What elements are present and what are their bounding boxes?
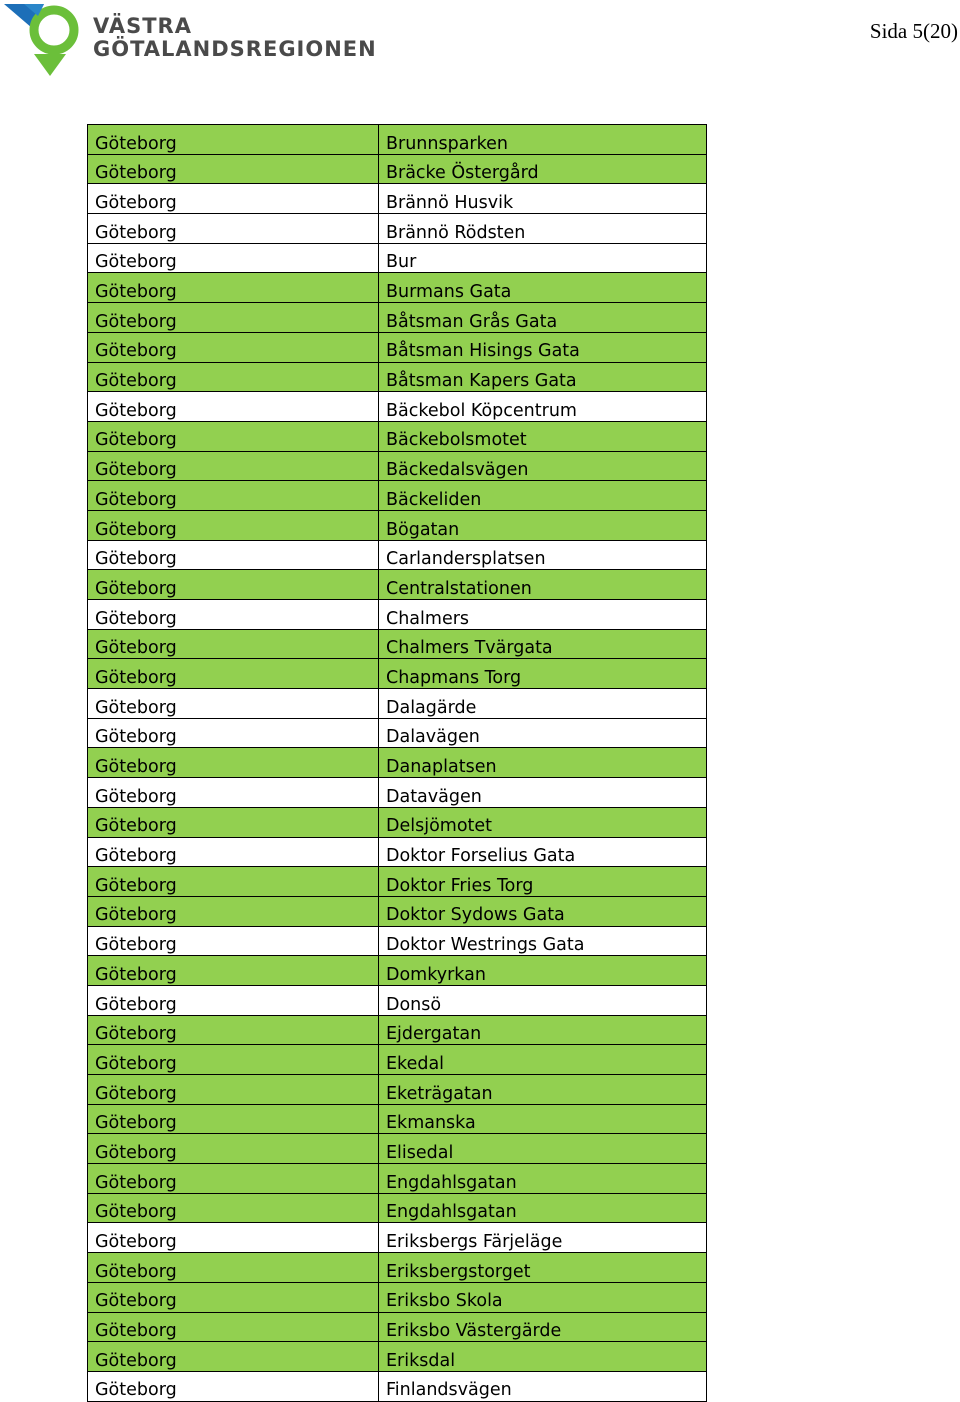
table-row [88, 718, 707, 748]
stop-name-cell: Ekedal [379, 1045, 707, 1075]
table-row [88, 451, 707, 481]
table-row [88, 1075, 707, 1105]
municipality-cell: Göteborg [88, 184, 379, 214]
table-row [88, 926, 707, 956]
table-row [88, 689, 707, 719]
municipality-cell: Göteborg [88, 600, 379, 630]
stop-name-cell: Finlandsvägen [379, 1371, 707, 1401]
stop-name-cell: Engdahlsgatan [379, 1164, 707, 1194]
stop-name-cell: Eriksbo Skola [379, 1282, 707, 1312]
stop-name-cell: Eriksdal [379, 1342, 707, 1372]
municipality-cell: Göteborg [88, 1104, 379, 1134]
stop-table [87, 124, 707, 1402]
table-row [88, 303, 707, 333]
table-row [88, 600, 707, 630]
table-row [88, 1015, 707, 1045]
table-row [88, 1253, 707, 1283]
table-row [88, 154, 707, 184]
stop-name-cell: Båtsman Kapers Gata [379, 362, 707, 392]
table-row [88, 778, 707, 808]
stop-name-cell: Chalmers Tvärgata [379, 629, 707, 659]
municipality-cell: Göteborg [88, 926, 379, 956]
stop-name-cell: Eketrägatan [379, 1075, 707, 1105]
table-row [88, 392, 707, 422]
municipality-cell: Göteborg [88, 362, 379, 392]
stop-name-cell: Bräcke Östergård [379, 154, 707, 184]
table-row [88, 510, 707, 540]
stop-table-body [88, 125, 707, 1402]
table-row [88, 1104, 707, 1134]
logo-text-line-2: GÖTALANDSREGIONEN [93, 37, 377, 61]
municipality-cell: Göteborg [88, 243, 379, 273]
stop-name-cell: Burmans Gata [379, 273, 707, 303]
stop-name-cell: Domkyrkan [379, 956, 707, 986]
stop-name-cell: Danaplatsen [379, 748, 707, 778]
stop-name-cell: Centralstationen [379, 570, 707, 600]
stop-name-cell: Chalmers [379, 600, 707, 630]
stop-name-cell: Doktor Forselius Gata [379, 837, 707, 867]
municipality-cell: Göteborg [88, 1371, 379, 1401]
table-row [88, 1282, 707, 1312]
municipality-cell: Göteborg [88, 570, 379, 600]
municipality-cell: Göteborg [88, 392, 379, 422]
table-row [88, 1164, 707, 1194]
municipality-cell: Göteborg [88, 659, 379, 689]
table-row [88, 184, 707, 214]
stop-name-cell: Ekmanska [379, 1104, 707, 1134]
municipality-cell: Göteborg [88, 778, 379, 808]
table-row [88, 659, 707, 689]
municipality-cell: Göteborg [88, 303, 379, 333]
table-row [88, 1134, 707, 1164]
table-row [88, 540, 707, 570]
municipality-cell: Göteborg [88, 985, 379, 1015]
municipality-cell: Göteborg [88, 540, 379, 570]
stop-name-cell: Datavägen [379, 778, 707, 808]
table-row [88, 867, 707, 897]
stop-name-cell: Bäckedalsvägen [379, 451, 707, 481]
municipality-cell: Göteborg [88, 510, 379, 540]
municipality-cell: Göteborg [88, 1312, 379, 1342]
municipality-cell: Göteborg [88, 1015, 379, 1045]
stop-name-cell: Doktor Sydows Gata [379, 896, 707, 926]
stop-name-cell: Doktor Fries Torg [379, 867, 707, 897]
table-row [88, 629, 707, 659]
stop-name-cell: Eriksbergstorget [379, 1253, 707, 1283]
municipality-cell: Göteborg [88, 1075, 379, 1105]
stop-name-cell: Dalagärde [379, 689, 707, 719]
table-row [88, 243, 707, 273]
table-row [88, 807, 707, 837]
table-row [88, 956, 707, 986]
stop-name-cell: Brunnsparken [379, 125, 707, 155]
municipality-cell: Göteborg [88, 1164, 379, 1194]
stop-name-cell: Delsjömotet [379, 807, 707, 837]
stop-name-cell: Brännö Rödsten [379, 214, 707, 244]
municipality-cell: Göteborg [88, 718, 379, 748]
table-row [88, 332, 707, 362]
table-row [88, 570, 707, 600]
municipality-cell: Göteborg [88, 1282, 379, 1312]
page-number: Sida 5(20) [869, 19, 958, 43]
stop-name-cell: Bur [379, 243, 707, 273]
table-row [88, 125, 707, 155]
stop-name-cell: Engdahlsgatan [379, 1193, 707, 1223]
table-row [88, 421, 707, 451]
municipality-cell: Göteborg [88, 807, 379, 837]
municipality-cell: Göteborg [88, 629, 379, 659]
municipality-cell: Göteborg [88, 837, 379, 867]
municipality-cell: Göteborg [88, 896, 379, 926]
municipality-cell: Göteborg [88, 125, 379, 155]
stop-name-cell: Bäckebolsmotet [379, 421, 707, 451]
stop-name-cell: Carlandersplatsen [379, 540, 707, 570]
stop-name-cell: Elisedal [379, 1134, 707, 1164]
municipality-cell: Göteborg [88, 748, 379, 778]
table-row [88, 896, 707, 926]
table-row [88, 1045, 707, 1075]
logo-text-line-1: VÄSTRA [93, 14, 192, 38]
table-row [88, 273, 707, 303]
stop-name-cell: Båtsman Hisings Gata [379, 332, 707, 362]
municipality-cell: Göteborg [88, 481, 379, 511]
table-row [88, 1371, 707, 1401]
table-row [88, 748, 707, 778]
municipality-cell: Göteborg [88, 1193, 379, 1223]
stop-name-cell: Bäckebol Köpcentrum [379, 392, 707, 422]
stop-name-cell: Donsö [379, 985, 707, 1015]
municipality-cell: Göteborg [88, 332, 379, 362]
municipality-cell: Göteborg [88, 689, 379, 719]
table-row [88, 1223, 707, 1253]
municipality-cell: Göteborg [88, 956, 379, 986]
stop-name-cell: Bäckeliden [379, 481, 707, 511]
vastra-gotalandsregionen-logo [4, 2, 384, 82]
municipality-cell: Göteborg [88, 1342, 379, 1372]
municipality-cell: Göteborg [88, 1253, 379, 1283]
table-row [88, 1193, 707, 1223]
stop-name-cell: Dalavägen [379, 718, 707, 748]
stop-name-cell: Eriksbergs Färjeläge [379, 1223, 707, 1253]
municipality-cell: Göteborg [88, 1045, 379, 1075]
municipality-cell: Göteborg [88, 154, 379, 184]
table-row [88, 481, 707, 511]
municipality-cell: Göteborg [88, 867, 379, 897]
logo-emblem-icon [4, 2, 94, 80]
municipality-cell: Göteborg [88, 214, 379, 244]
stop-name-cell: Ejdergatan [379, 1015, 707, 1045]
municipality-cell: Göteborg [88, 273, 379, 303]
stop-name-cell: Båtsman Grås Gata [379, 303, 707, 333]
stop-name-cell: Chapmans Torg [379, 659, 707, 689]
municipality-cell: Göteborg [88, 421, 379, 451]
municipality-cell: Göteborg [88, 1134, 379, 1164]
table-row [88, 837, 707, 867]
stop-name-cell: Eriksbo Västergärde [379, 1312, 707, 1342]
municipality-cell: Göteborg [88, 451, 379, 481]
stop-name-cell: Doktor Westrings Gata [379, 926, 707, 956]
table-row [88, 1312, 707, 1342]
table-row [88, 1342, 707, 1372]
table-row [88, 214, 707, 244]
stop-name-cell: Bögatan [379, 510, 707, 540]
table-row [88, 985, 707, 1015]
municipality-cell: Göteborg [88, 1223, 379, 1253]
stop-name-cell: Brännö Husvik [379, 184, 707, 214]
table-row [88, 362, 707, 392]
